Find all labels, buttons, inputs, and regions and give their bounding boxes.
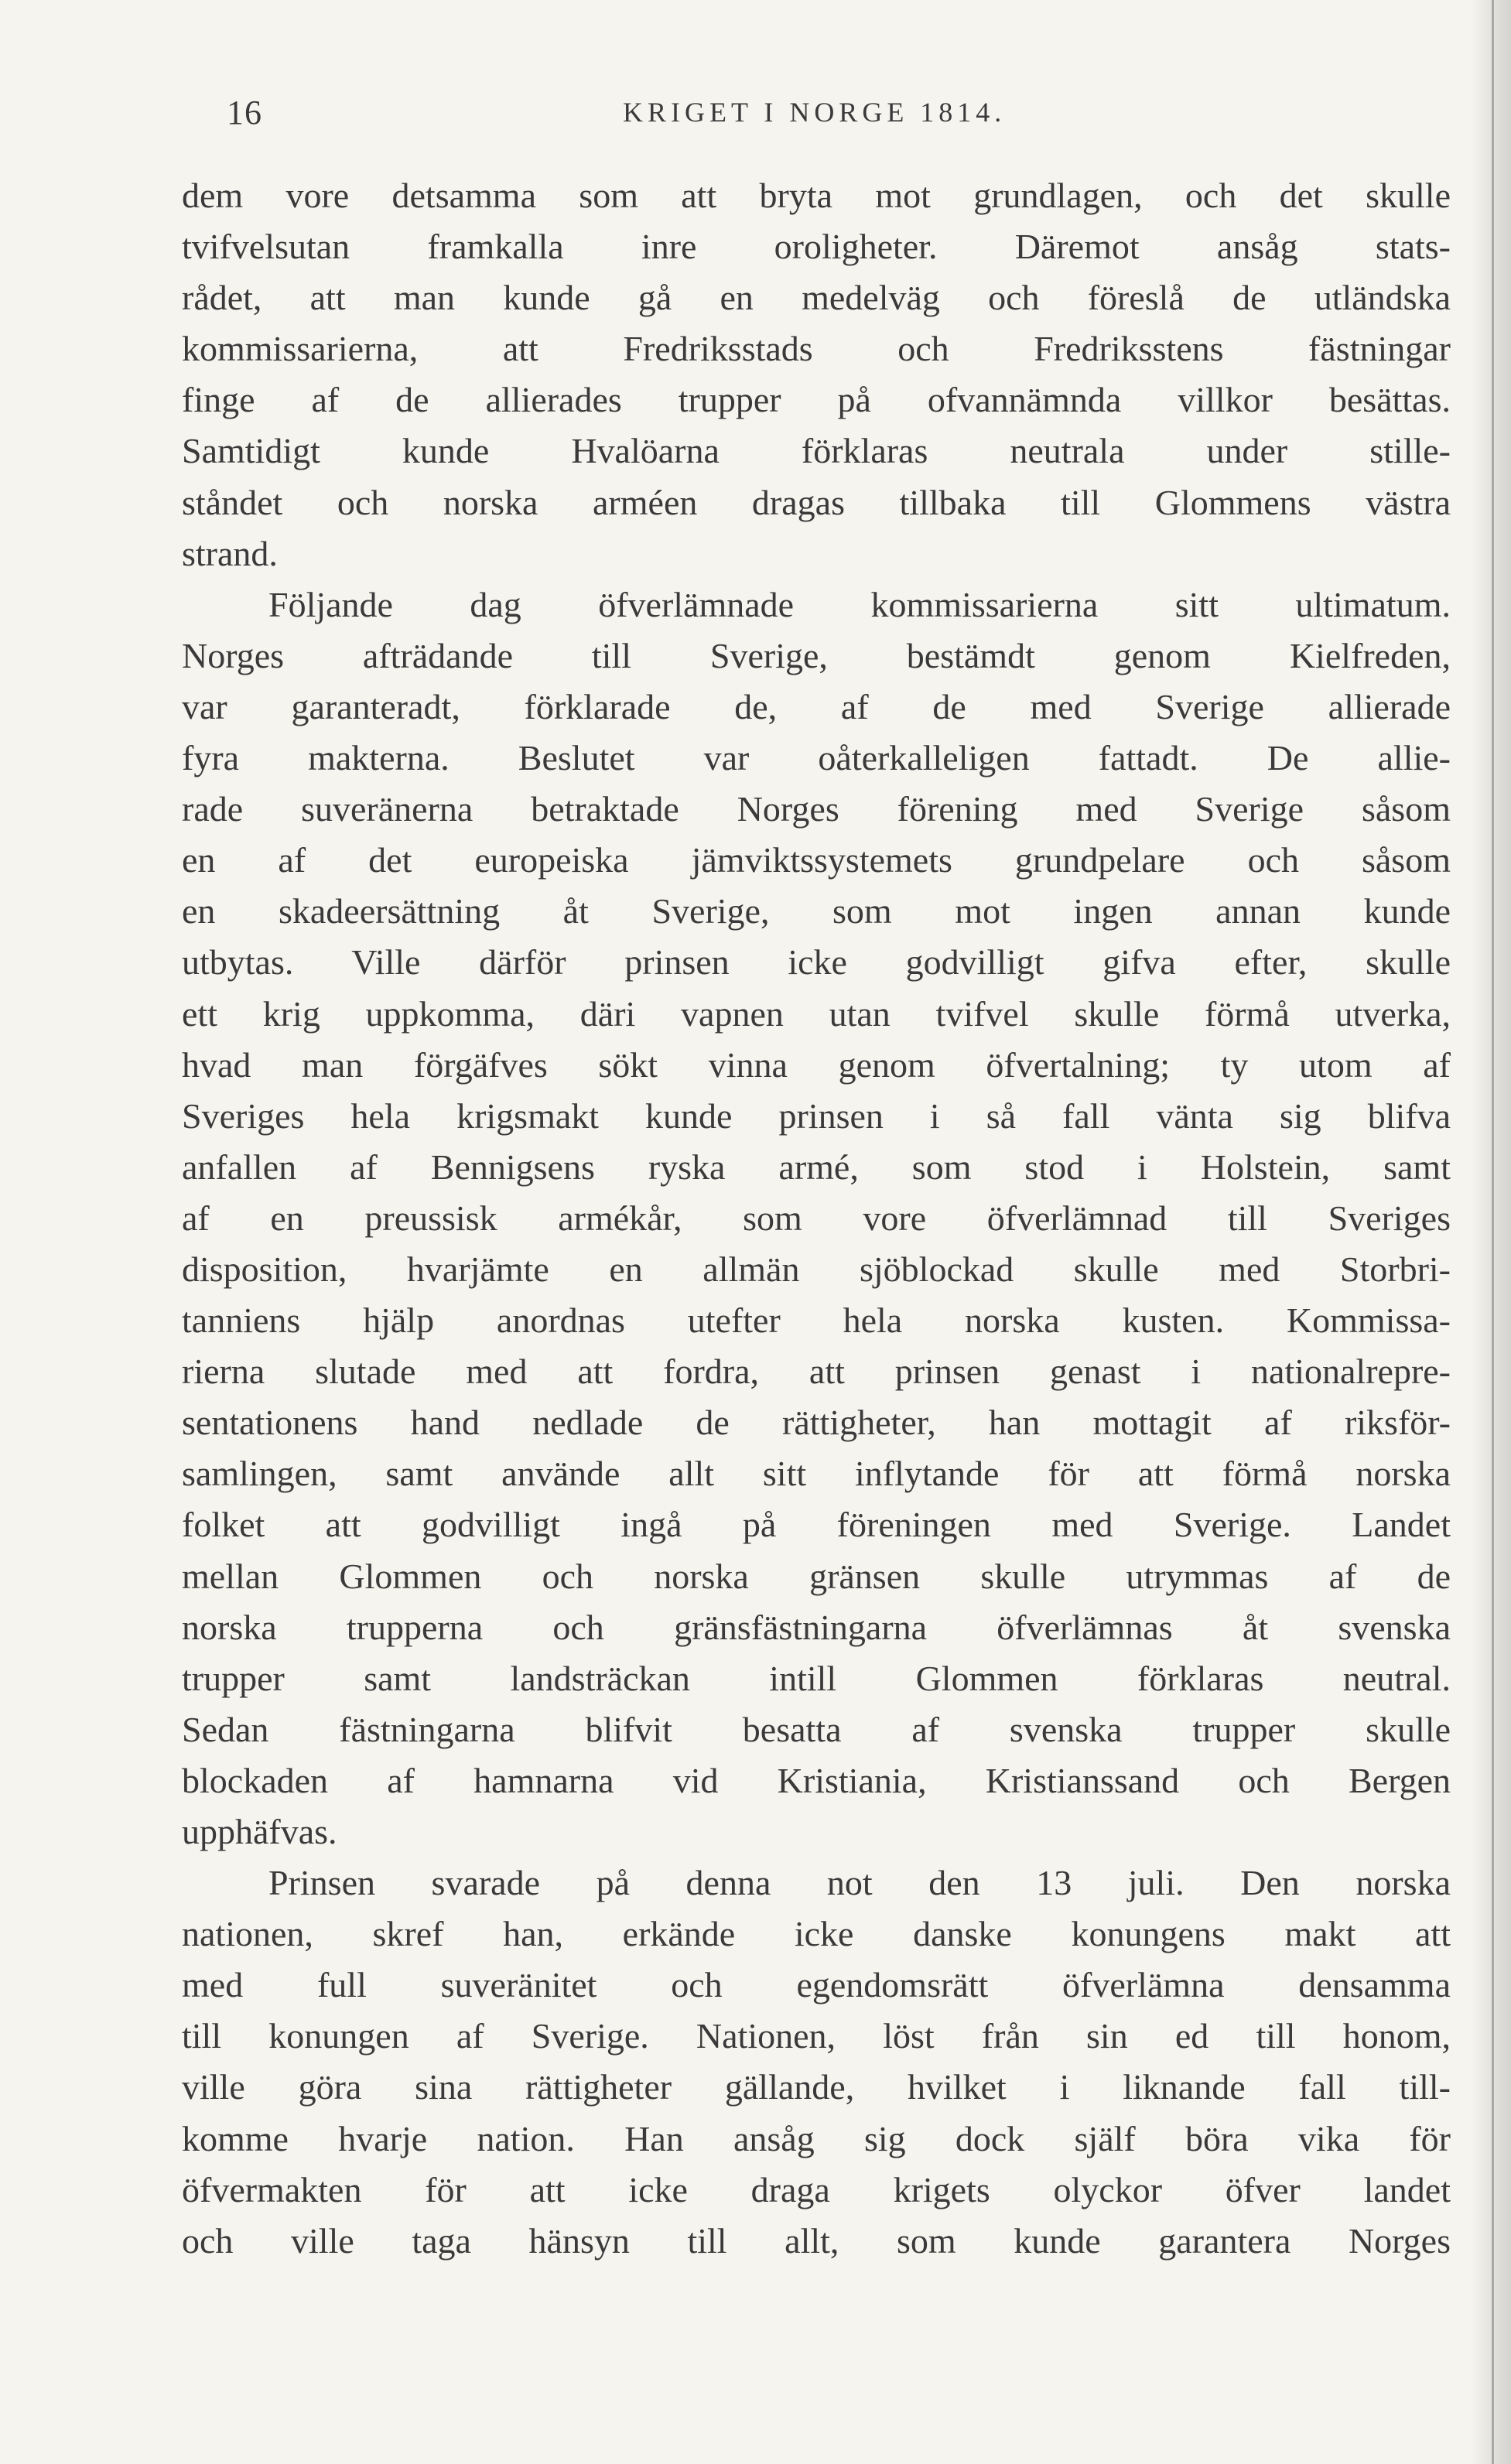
text-line: var garanteradt, förklarade de, af de med Sverige allierade <box>182 686 1451 726</box>
text-line: finge af de allierades trupper på ofvannämnda villkor besättas. <box>182 380 1451 420</box>
text-line: rierna slutade med att fordra, att prinsen genast i nationalrepre- <box>182 1352 1451 1392</box>
text-line: folket att godvilligt ingå på föreningen med Sverige. Landet <box>182 1505 1451 1545</box>
text-line: rade suveränerna betraktade Norges förening med Sverige såsom <box>182 789 1451 829</box>
text-line: Norges afträdande till Sverige, bestämdt genom Kielfreden, <box>182 635 1451 675</box>
text-line: dem vore detsamma som att bryta mot grundlagen, och det skulle <box>182 176 1451 215</box>
text-line: tanniens hjälp anordnas utefter hela norska kusten. Kommissa- <box>182 1300 1451 1341</box>
text-line: anfallen af Bennigsens ryska armé, som stod i Holstein, samt <box>182 1147 1451 1187</box>
text-line: trupper samt landsträckan intill Glommen förklaras neutral. <box>182 1658 1451 1698</box>
page-edge-line <box>1492 0 1494 2464</box>
text-line: hvad man förgäfves sökt vinna genom öfvertalning; ty utom af <box>182 1044 1451 1085</box>
running-title: KRIGET I NORGE 1814. <box>623 97 1007 128</box>
page-header <box>182 93 1451 147</box>
text-line: Samtidigt kunde Hvalöarna förklaras neutrala under stille- <box>182 431 1451 471</box>
text-line: tvifvelsutan framkalla inre oroligheter. Däremot ansåg stats- <box>182 227 1451 267</box>
text-line: ett krig uppkomma, däri vapnen utan tvifvel skulle förmå utverka, <box>182 993 1451 1034</box>
page-number: 16 <box>227 94 262 132</box>
page-edge-shadow <box>1471 0 1511 2464</box>
text-line: disposition, hvarjämte en allmän sjöblockad skulle med Storbri- <box>182 1249 1451 1289</box>
body-text <box>182 170 1451 2267</box>
text-line: upphäfvas. <box>182 1812 337 1851</box>
text-line: Sveriges hela krigsmakt kunde prinsen i så fall vänta sig blifva <box>182 1095 1451 1136</box>
text-line: med full suveränitet och egendomsrätt öfverlämna densamma <box>182 1965 1451 2005</box>
text-line: Prinsen svarade på denna not den 13 juli. Den norska <box>268 1863 1451 1903</box>
text-line: blockaden af hamnarna vid Kristiania, Kristianssand och Bergen <box>182 1760 1451 1800</box>
text-line: mellan Glommen och norska gränsen skulle utrymmas af de <box>182 1556 1451 1596</box>
text-line: Sedan fästningarna blifvit besatta af svenska trupper skulle <box>182 1709 1451 1749</box>
text-line: kommissarierna, att Fredriksstads och Fredriksstens fästningar <box>182 329 1451 369</box>
text-line: ville göra sina rättigheter gällande, hvilket i liknande fall till- <box>182 2067 1451 2107</box>
text-line: och ville taga hänsyn till allt, som kunde garantera Norges <box>182 2220 1451 2261</box>
text-line: nationen, skref han, erkände icke danske konungens makt att <box>182 1914 1451 1954</box>
text-line: en af det europeiska jämviktssystemets grundpelare och såsom <box>182 840 1451 880</box>
text-line: norska trupperna och gränsfästningarna öfverlämnas åt svenska <box>182 1607 1451 1647</box>
text-line: fyra makterna. Beslutet var oåterkalleligen fattadt. De allie- <box>182 738 1451 778</box>
text-line: Följande dag öfverlämnade kommissarierna sitt ultimatum. <box>268 584 1451 624</box>
text-line: till konungen af Sverige. Nationen, löst från sin ed till honom, <box>182 2016 1451 2056</box>
text-line: rådet, att man kunde gå en medelväg och föreslå de utländska <box>182 278 1451 318</box>
text-line: ståndet och norska arméen dragas tillbaka till Glommens västra <box>182 482 1451 522</box>
text-line: af en preussisk armékår, som vore öfverlämnad till Sveriges <box>182 1198 1451 1238</box>
text-line: öfvermakten för att icke draga krigets olyckor öfver landet <box>182 2169 1451 2209</box>
text-line: samlingen, samt använde allt sitt inflytande för att förmå norska <box>182 1454 1451 1494</box>
text-line: strand. <box>182 533 278 573</box>
text-line: komme hvarje nation. Han ansåg sig dock själf böra vika för <box>182 2118 1451 2158</box>
text-line: en skadeersättning åt Sverige, som mot ingen annan kunde <box>182 891 1451 931</box>
text-line: sentationens hand nedlade de rättigheter, han mottagit af riksför- <box>182 1403 1451 1443</box>
text-line: utbytas. Ville därför prinsen icke godvilligt gifva efter, skulle <box>182 942 1451 983</box>
